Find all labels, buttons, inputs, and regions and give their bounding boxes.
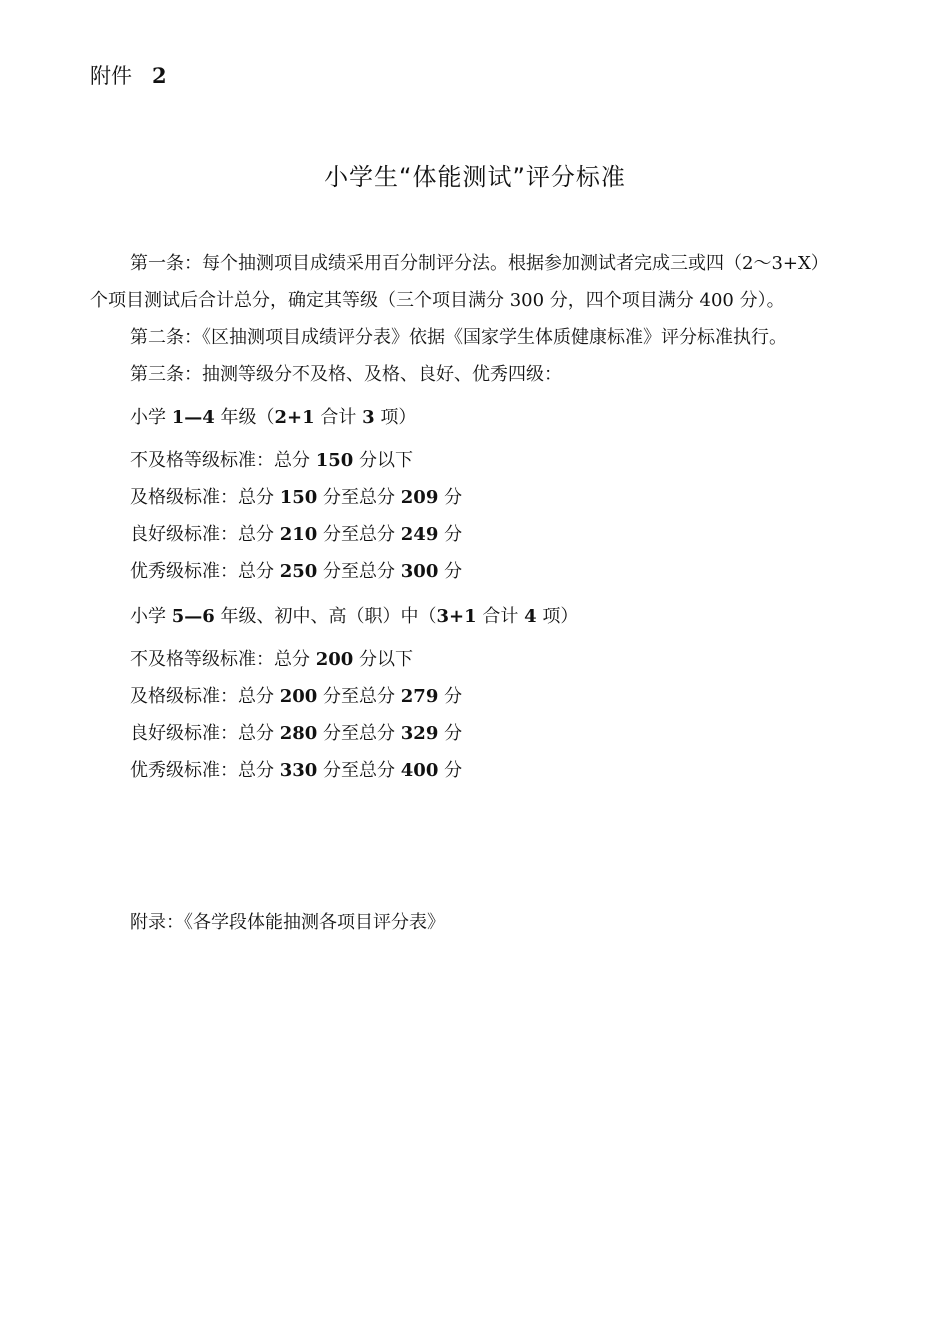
group-1-level-good: 良好级标准：总分 210 分至总分 249 分 xyxy=(130,524,463,545)
attachment-label xyxy=(90,63,167,89)
article-2: 第二条：《区抽测项目成绩评分表》依据《国家学生体质健康标准》评分标准执行。 xyxy=(130,327,787,348)
group-2-level-pass: 及格级标准：总分 200 分至总分 279 分 xyxy=(130,686,463,707)
article-1-line-2: 个项目测试后合计总分，确定其等级（三个项目满分 300 分，四个项目满分 400 分）。 xyxy=(90,290,785,311)
group-1-level-excellent: 优秀级标准：总分 250 分至总分 300 分 xyxy=(130,561,463,582)
attachment-text: 附件 xyxy=(90,64,132,88)
group-1-level-pass: 及格级标准：总分 150 分至总分 209 分 xyxy=(130,487,463,508)
attachment-number: 2 xyxy=(152,63,167,88)
appendix-note: 附录：《各学段体能抽测各项目评分表》 xyxy=(130,912,445,933)
group-1-level-fail: 不及格等级标准：总分 150 分以下 xyxy=(130,450,414,471)
group-2-level-fail: 不及格等级标准：总分 200 分以下 xyxy=(130,649,414,670)
group-2-heading: 小学 5—6 年级、初中、高（职）中（3+1 合计 4 项） xyxy=(130,606,579,627)
group-1-heading: 小学 1—4 年级（2+1 合计 3 项） xyxy=(130,407,417,428)
article-1-line-1: 第一条：每个抽测项目成绩采用百分制评分法。根据参加测试者完成三或四（2～3+X） xyxy=(130,253,829,274)
group-2-level-excellent: 优秀级标准：总分 330 分至总分 400 分 xyxy=(130,760,463,781)
article-3: 第三条：抽测等级分不及格、及格、良好、优秀四级： xyxy=(130,364,562,385)
page-title: 小学生“体能测试”评分标准 xyxy=(324,163,626,191)
group-2-level-good: 良好级标准：总分 280 分至总分 329 分 xyxy=(130,723,463,744)
